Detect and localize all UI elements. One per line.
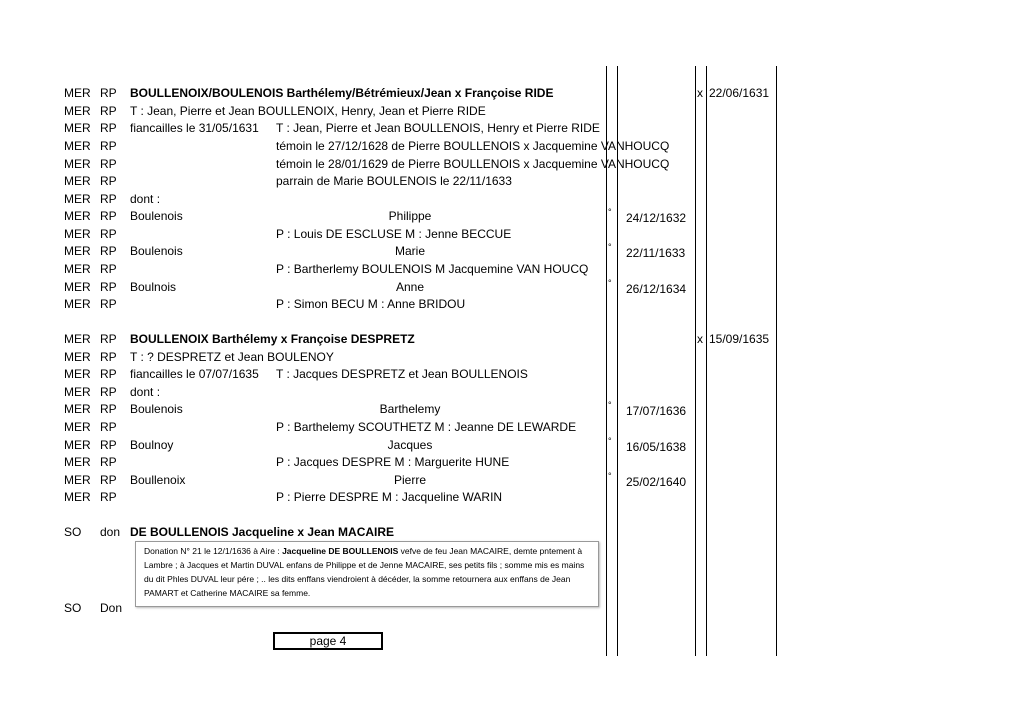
row-source: MER (64, 157, 91, 171)
row-source: MER (64, 455, 91, 469)
birth-date: 25/02/1640 (626, 475, 687, 489)
column-rule (776, 66, 777, 656)
row-type: RP (100, 244, 117, 258)
row-text: fiancailles le 07/07/1635 (130, 367, 259, 381)
row-detail: T : Jean, Pierre et Jean BOULLENOIS, Henry et Pierre RIDE (276, 121, 600, 135)
row-detail: P : Simon BECU M : Anne BRIDOU (276, 297, 466, 311)
row-detail: parrain de Marie BOULENOIS le 22/11/1633 (276, 174, 512, 188)
row-text: BOULLENOIX/BOULENOIS Barthélemy/Bétrémieux/Jean x Françoise RIDE (130, 86, 554, 100)
row-type: RP (100, 385, 117, 399)
row-type: RP (100, 121, 117, 135)
row-type: RP (100, 174, 117, 188)
note-rest: vefve de feu Jean MACAIRE, demte pntement à Lambre ; à Jacques et Martin DUVAL enfans de Philippe et de Jenne MACAIRE, ses petits fils ; somme mis es mains du dit Phles DUVAL leur pére ; .. les dits enffans viendroient à décéder, la somme retournera aux enffans de Jean PAMART et Catherine MACAIRE sa femme. (144, 546, 585, 598)
row-source: MER (64, 121, 91, 135)
row-source: MER (64, 174, 91, 188)
row-source: MER (64, 262, 91, 276)
row-source: MER (64, 297, 91, 311)
child-name: Marie (394, 244, 425, 258)
page-number: page 4 (273, 632, 383, 650)
birth-date: 22/11/1633 (626, 246, 686, 260)
row-source: MER (64, 367, 91, 381)
child-name: Pierre (393, 473, 426, 487)
birth-date: 16/05/1638 (626, 440, 687, 454)
birth-date: 24/12/1632 (626, 211, 687, 225)
row-type: RP (100, 227, 117, 241)
child-name: Barthelemy (379, 402, 441, 416)
row-source: MER (64, 244, 91, 258)
birth-date: 17/07/1636 (626, 404, 687, 418)
marriage-mark: x (697, 332, 703, 346)
row-type: RP (100, 280, 117, 294)
row-text: Boullenoix (130, 473, 186, 487)
column-rule (617, 66, 618, 656)
column-rule (695, 66, 696, 656)
note-bold-name: Jacqueline DE BOULLENOIS (282, 546, 399, 556)
row-source: MER (64, 490, 91, 504)
row-detail: T : Jacques DESPRETZ et Jean BOULLENOIS (276, 367, 528, 381)
donation-note (135, 541, 599, 607)
row-source: MER (64, 473, 91, 487)
row-type: Don (100, 601, 123, 615)
row-detail: P : Barthelemy SCOUTHETZ M : Jeanne DE LEWARDE (276, 420, 577, 434)
row-source: MER (64, 139, 91, 153)
row-type: RP (100, 104, 117, 118)
child-name: Philippe (388, 209, 432, 223)
row-text: Boulenois (130, 402, 183, 416)
row-detail: témoin le 28/01/1629 de Pierre BOULLENOIS x Jacquemine VANHOUCQ (276, 157, 670, 171)
row-detail: P : Bartherlemy BOULENOIS M Jacquemine VAN HOUCQ (276, 262, 589, 276)
row-text: Boulnois (130, 280, 177, 294)
row-source: MER (64, 402, 91, 416)
row-detail: P : Jacques DESPRE M : Marguerite HUNE (276, 455, 510, 469)
row-detail: témoin le 27/12/1628 de Pierre BOULLENOIS x Jacquemine VANHOUCQ (276, 139, 670, 153)
row-source: MER (64, 350, 91, 364)
row-text: dont : (130, 192, 161, 206)
birth-mark: ° (608, 207, 612, 217)
row-text: T : ? DESPRETZ et Jean BOULENOY (130, 350, 334, 364)
row-text: Boulenois (130, 209, 183, 223)
row-type: RP (100, 192, 117, 206)
row-type: RP (100, 209, 117, 223)
row-type: RP (100, 297, 117, 311)
row-type: RP (100, 473, 117, 487)
row-source: MER (64, 227, 91, 241)
row-type: RP (100, 332, 117, 346)
child-name: Anne (395, 280, 425, 294)
row-type: RP (100, 455, 117, 469)
row-source: SO (64, 601, 82, 615)
row-type: RP (100, 367, 117, 381)
birth-mark: ° (608, 278, 612, 288)
row-type: RP (100, 86, 117, 100)
column-rule (606, 66, 607, 656)
row-type: RP (100, 402, 117, 416)
row-source: MER (64, 209, 91, 223)
row-source: MER (64, 385, 91, 399)
row-text: Boulenois (130, 244, 183, 258)
row-text: fiancailles le 31/05/1631 (130, 121, 259, 135)
row-source: MER (64, 438, 91, 452)
row-detail: P : Pierre DESPRE M : Jacqueline WARIN (276, 490, 503, 504)
birth-mark: ° (608, 242, 612, 252)
row-source: MER (64, 192, 91, 206)
row-type: RP (100, 139, 117, 153)
row-source: MER (64, 104, 91, 118)
row-detail: P : Louis DE ESCLUSE M : Jenne BECCUE (276, 227, 512, 241)
row-type: RP (100, 438, 117, 452)
row-type: RP (100, 490, 117, 504)
row-source: SO (64, 525, 82, 539)
row-type: don (100, 525, 121, 539)
row-text: T : Jean, Pierre et Jean BOULLENOIX, Henry, Jean et Pierre RIDE (130, 104, 486, 118)
child-name: Jacques (387, 438, 433, 452)
column-rule (706, 66, 707, 656)
row-text: DE BOULLENOIS Jacqueline x Jean MACAIRE (130, 525, 395, 539)
row-source: MER (64, 420, 91, 434)
row-text: BOULLENOIX Barthélemy x Françoise DESPRETZ (130, 332, 415, 346)
marriage-date: 15/09/1635 (709, 332, 770, 346)
row-source: MER (64, 332, 91, 346)
row-type: RP (100, 262, 117, 276)
row-type: RP (100, 420, 117, 434)
row-type: RP (100, 350, 117, 364)
birth-mark: ° (608, 400, 612, 410)
row-source: MER (64, 280, 91, 294)
row-type: RP (100, 157, 117, 171)
marriage-mark: x (697, 86, 703, 100)
row-source: MER (64, 86, 91, 100)
marriage-date: 22/06/1631 (709, 86, 770, 100)
birth-mark: ° (608, 471, 612, 481)
birth-date: 26/12/1634 (626, 282, 687, 296)
row-text: dont : (130, 385, 161, 399)
row-text: Boulnoy (130, 438, 174, 452)
note-prefix: Donation N° 21 le 12/1/1636 à Aire : (144, 546, 283, 556)
birth-mark: ° (608, 436, 612, 446)
